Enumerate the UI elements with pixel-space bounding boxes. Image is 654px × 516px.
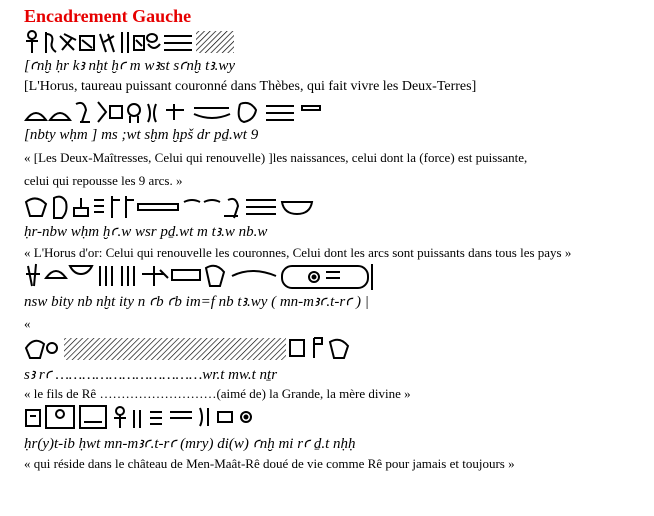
hieroglyph-row-5 [24, 334, 364, 360]
hieroglyph-row-1 [24, 30, 236, 56]
translation-4-line-1: « [24, 316, 31, 331]
transliteration-1: [ꜥnḫ ḥr kꜣ nḫt ḫꜥ m wꜣst sꜥnḫ tꜣ.wy [24, 58, 236, 74]
transliteration-3: ḥr-nbw wḥm ḫꜥ.w wsr pḏ.wt m tꜣ.w nb.w [24, 224, 268, 240]
transliteration-6: ḥr(y)t-ib ḥwt mn-mꜣꜥ.t-rꜥ (mry) di(w) ꜥnḫ mi rꜥ ḏ.t nḥḥ [24, 436, 356, 452]
translation-2-line-1: « [Les Deux-Maîtresses, Celui qui renouvelle) ]les naissances, celui dont la (force) est puissante, [24, 150, 528, 165]
translation-2-line-2: celui qui repousse les 9 arcs. » [24, 173, 183, 188]
translation-6-line-1: « qui réside dans le château de Men-Maât-Rê doué de vie comme Rê pour jamais et toujours » [24, 456, 515, 471]
translation-3-line-1: « L'Horus d'or: Celui qui renouvelle les couronnes, Celui dont les arcs sont puissants dans tous les pays » [24, 245, 572, 260]
translation-5-line-1: « le fils de Rê ………………………(aimé de) la Grande, la mère divine » [24, 386, 411, 401]
hieroglyph-row-6 [24, 404, 274, 430]
hieroglyph-row-3 [24, 194, 324, 220]
transliteration-5: sꜣ rꜥ ……………………………wr.t mw.t nṯr [24, 367, 278, 383]
hieroglyph-row-2 [24, 100, 324, 126]
page-title: Encadrement Gauche [24, 6, 192, 26]
transliteration-2: [nbty wḥm ] ms ;wt sḫm ḫpš dr pḏ.wt 9 [24, 127, 259, 143]
translation-1-line-1: [L'Horus, taureau puissant couronné dans Thèbes, qui fait vivre les Deux-Terres] [24, 79, 477, 94]
transliteration-4: nsw bity nb nḫt ity n ꜥb ꜥb im=f nb tꜣ.wy ( mn-mꜣꜥ.t-rꜥ ) | [24, 294, 369, 310]
hieroglyph-row-4 [24, 262, 374, 288]
